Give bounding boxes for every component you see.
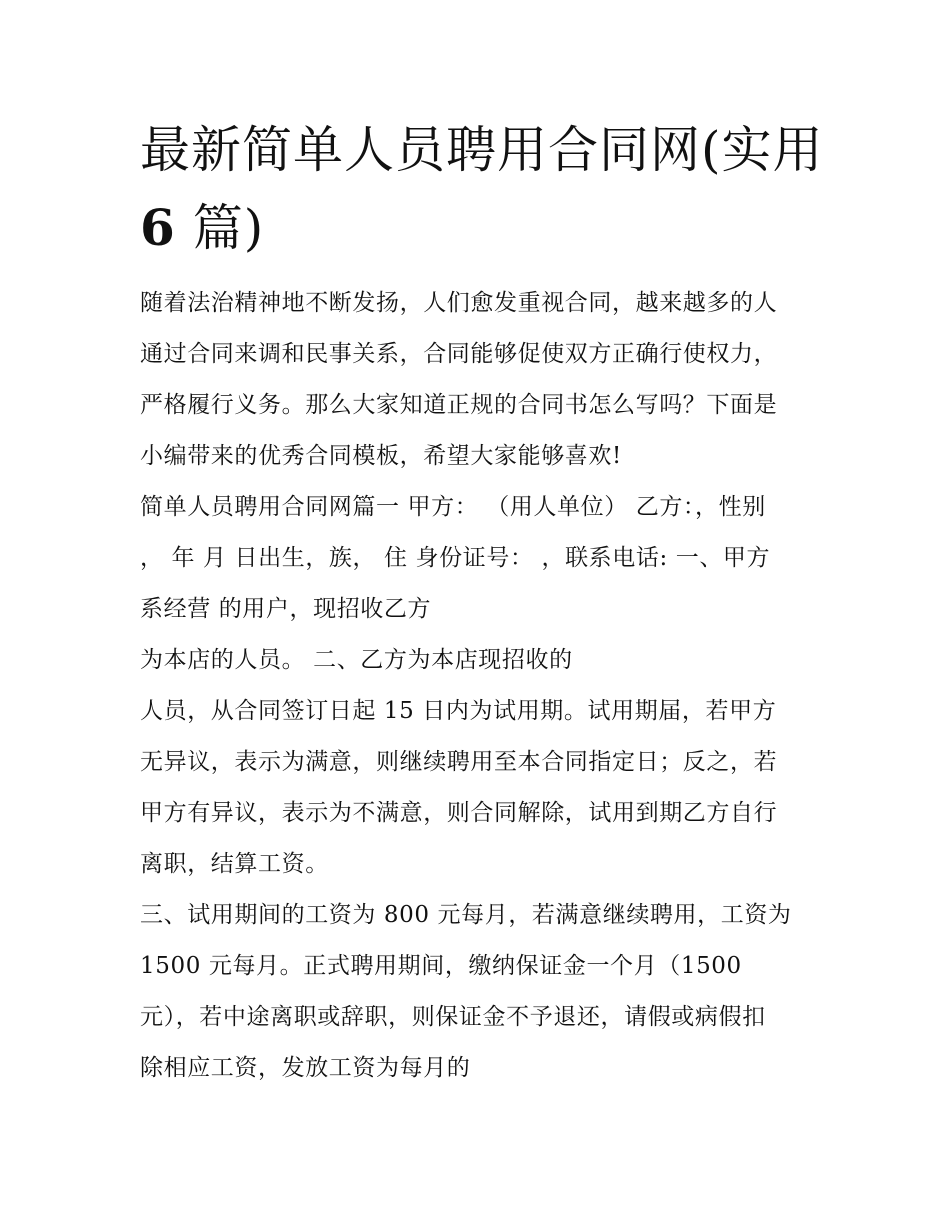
title-line-1: 最新简单人员聘用合同网(实用 <box>140 121 824 179</box>
text-line: 人员，从合同签订日起 15 日内为试用期。试用期届，若甲方 <box>140 698 777 724</box>
text-line: 离职，结算工资。 <box>140 851 329 877</box>
title-number: 6 <box>140 198 176 257</box>
text-line: 严格履行义务。那么大家知道正规的合同书怎么写吗？下面是 <box>140 392 778 418</box>
text-line: ， 年 月 日出生，族， 住 身份证号： ，联系电话: 一、甲方 <box>140 545 771 571</box>
document-body <box>140 278 830 1094</box>
text-line: 无异议，表示为满意，则继续聘用至本合同指定日；反之，若 <box>140 749 778 775</box>
text-line: 小编带来的优秀合同模板，希望大家能够喜欢! <box>140 443 622 469</box>
text-line: 通过合同来调和民事关系，合同能够促使双方正确行使权力， <box>140 341 778 367</box>
text-line: 简单人员聘用合同网篇一 甲方： （用人单位） 乙方：，性别 <box>140 494 766 520</box>
page-title <box>140 112 830 267</box>
text-line: 1500 元每月。正式聘用期间，缴纳保证金一个月（1500 <box>140 953 742 979</box>
text-line: 除相应工资，发放工资为每月的 <box>140 1055 471 1081</box>
title-line-2: 篇) <box>175 199 265 257</box>
text-line: 元），若中途离职或辞职，则保证金不予退还，请假或病假扣 <box>140 1004 766 1030</box>
text-line: 系经营 的用户，现招收乙方 <box>140 596 432 622</box>
text-line: 甲方有异议，表示为不满意，则合同解除，试用到期乙方自行 <box>140 800 778 826</box>
text-line: 随着法治精神地不断发扬，人们愈发重视合同，越来越多的人 <box>140 290 778 316</box>
text-line: 三、试用期间的工资为 800 元每月，若满意继续聘用，工资为 <box>140 902 792 928</box>
text-line: 为本店的人员。 二、乙方为本店现招收的 <box>140 647 573 673</box>
